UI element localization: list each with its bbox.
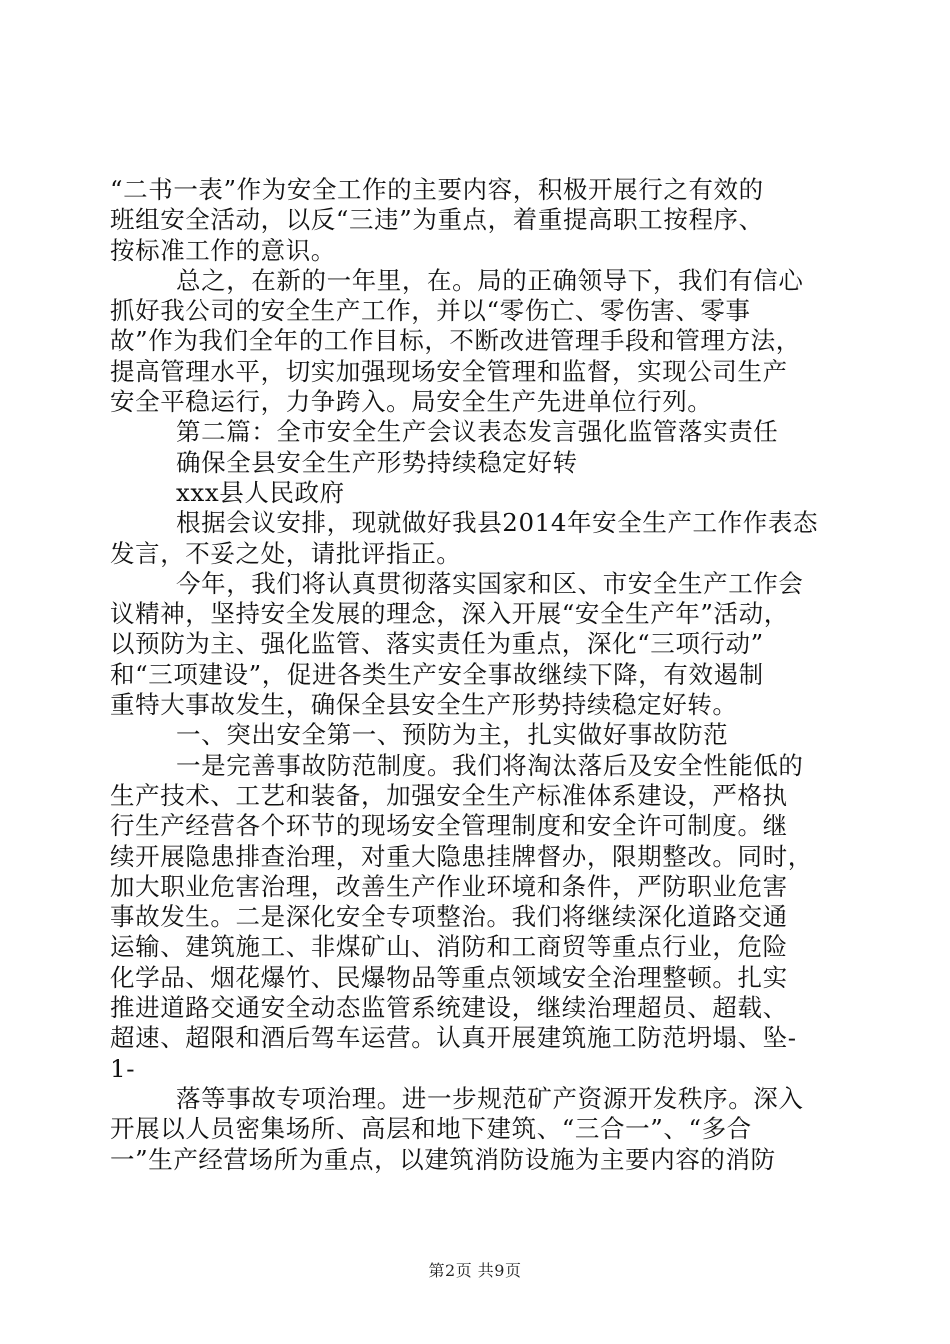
text-line: 议精神，坚持安全发展的理念，深入开展“安全生产年”活动， bbox=[110, 599, 789, 629]
text-line: 班组安全活动，以反“三违”为重点，着重提高职工按程序、 bbox=[110, 205, 764, 235]
text-line: 根据会议安排，现就做好我县2014年安全生产工作作表态 bbox=[176, 508, 819, 538]
text-line: 今年，我们将认真贯彻落实国家和区、市安全生产工作会 bbox=[176, 568, 804, 598]
text-line: 运输、建筑施工、非煤矿山、消防和工商贸等重点行业，危险 bbox=[110, 932, 788, 962]
text-line: 一是完善事故防范制度。我们将淘汰落后及安全性能低的 bbox=[176, 750, 804, 780]
text-line: 事故发生。二是深化安全专项整治。我们将继续深化道路交通 bbox=[110, 902, 788, 932]
text-line: 加大职业危害治理，改善生产作业环境和条件，严防职业危害 bbox=[110, 871, 788, 901]
text-line: 安全平稳运行，力争跨入。局安全生产先进单位行列。 bbox=[110, 387, 713, 417]
text-line: 1- bbox=[110, 1053, 136, 1083]
text-line: 一、突出安全第一、预防为主，扎实做好事故防范 bbox=[176, 720, 729, 750]
text-line: 续开展隐患排查治理，对重大隐患挂牌督办，限期整改。同时， bbox=[110, 841, 813, 871]
text-line: 推进道路交通安全动态监管系统建设，继续治理超员、超载、 bbox=[110, 993, 788, 1023]
text-line: 化学品、烟花爆竹、民爆物品等重点领域安全治理整顿。扎实 bbox=[110, 962, 788, 992]
text-line: 抓好我公司的安全生产工作，并以“零伤亡、零伤害、零事 bbox=[110, 296, 751, 326]
text-line: 和“三项建设”，促进各类生产安全事故继续下降，有效遏制 bbox=[110, 659, 764, 689]
text-line: 总之，在新的一年里，在。局的正确领导下，我们有信心 bbox=[176, 265, 804, 295]
text-line: 故”作为我们全年的工作目标，不断改进管理手段和管理方法， bbox=[110, 326, 801, 356]
text-line: 落等事故专项治理。进一步规范矿产资源开发秩序。深入 bbox=[176, 1083, 804, 1113]
text-line: 一”生产经营场所为重点，以建筑消防设施为主要内容的消防 bbox=[110, 1144, 776, 1174]
text-line: 重特大事故发生，确保全县安全生产形势持续稳定好转。 bbox=[110, 690, 738, 720]
text-line: 按标准工作的意识。 bbox=[110, 235, 336, 265]
text-line: 开展以人员密集场所、高层和地下建筑、“三合一”、“多合 bbox=[110, 1114, 752, 1144]
text-line: 以预防为主、强化监管、落实责任为重点，深化“三项行动” bbox=[110, 629, 764, 659]
text-line: 提高管理水平，切实加强现场安全管理和监督，实现公司生产 bbox=[110, 356, 788, 386]
document-body bbox=[110, 175, 850, 1175]
text-line: 超速、超限和酒后驾车运营。认真开展建筑施工防范坍塌、坠- bbox=[110, 1023, 797, 1053]
text-line: 第二篇：全市安全生产会议表态发言强化监管落实责任 bbox=[176, 417, 779, 447]
text-line: “二书一表”作为安全工作的主要内容，积极开展行之有效的 bbox=[110, 175, 764, 204]
text-line: 确保全县安全生产形势持续稳定好转 bbox=[176, 447, 578, 477]
page-footer: 第2页 共9页 bbox=[428, 1261, 522, 1280]
text-line: xxx县人民政府 bbox=[176, 477, 345, 507]
text-line: 行生产经营各个环节的现场安全管理制度和安全许可制度。继 bbox=[110, 811, 788, 841]
text-line: 发言，不妥之处，请批评指正。 bbox=[110, 538, 462, 568]
text-line: 生产技术、工艺和装备，加强安全生产标准体系建设，严格执 bbox=[110, 780, 788, 810]
